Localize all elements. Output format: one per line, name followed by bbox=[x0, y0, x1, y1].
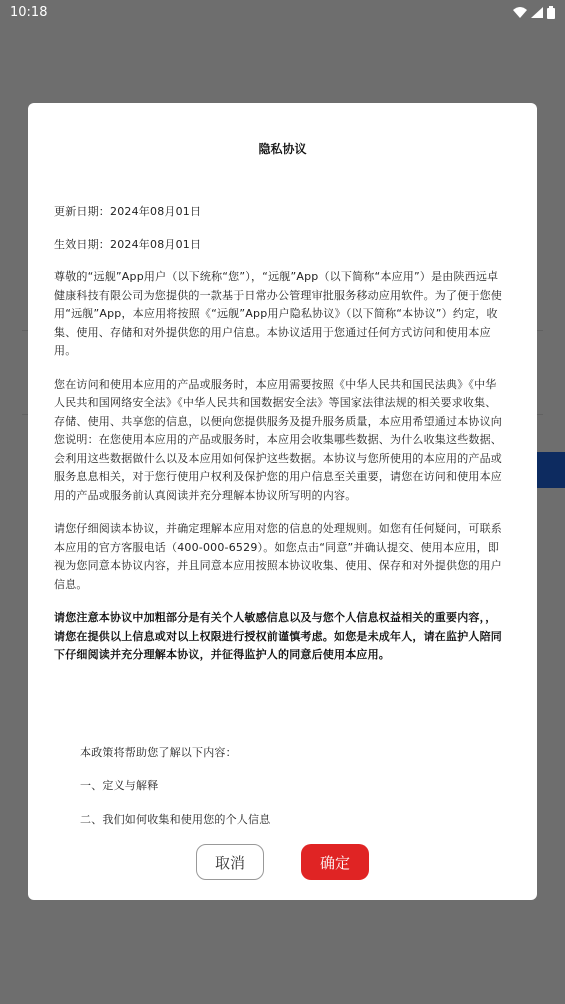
dialog-title: 隐私协议 bbox=[258, 142, 307, 156]
battery-icon bbox=[547, 6, 555, 19]
policy-paragraph: 尊敬的“远舰”App用户（以下统称“您”），“远舰”App（以下简称“本应用”）是由陕西远卓健康科技有限公司为您提供的一款基于日常办公管理审批服务移动应用软件。为了便于您使用“远舰”App，本应用将按照《“远舰”App用户隐私协议》（以下简称“本协议”）约定，收集、使用、存储和对外提供您的用户信息。本协议适用于您通过任何方式访问和使用本应用。 bbox=[54, 270, 502, 357]
wifi-icon bbox=[513, 7, 527, 18]
toc-item: 二、我们如何收集和使用您的个人信息 bbox=[80, 812, 271, 826]
effective-date: 生效日期：2024年08月01日 bbox=[54, 237, 202, 251]
status-bar bbox=[0, 0, 565, 24]
cancel-button[interactable]: 取消 bbox=[196, 844, 264, 880]
confirm-button[interactable]: 确定 bbox=[301, 844, 369, 880]
dialog-scroll-content[interactable] bbox=[54, 203, 502, 829]
privacy-dialog bbox=[28, 103, 537, 900]
status-time: 10:18 bbox=[10, 4, 48, 20]
policy-paragraph: 请您仔细阅读本协议，并确定理解本应用对您的信息的处理规则。如您有任何疑问，可联系本应用的官方客服电话（400-000-6529）。如您点击“同意”并确认提交、使用本应用，即视为您同意本协议内容，并且同意本应用按照本协议收集、使用、保存和对外提供您的用户信息。 bbox=[54, 522, 502, 591]
signal-icon bbox=[531, 7, 543, 18]
policy-paragraph: 您在访问和使用本应用的产品或服务时，本应用需要按照《中华人民共和国民法典》《中华人民共和国网络安全法》《中华人民共和国数据安全法》等国家法律法规的相关要求收集、存储、使用、共享您的信息，以便向您提供服务及提升服务质量，本应用希望通过本协议向您说明：在您使用本应用的产品或服务时，本应用会收集哪些数据、为什么收集这些数据、会利用这些数据做什么以及本应用如何保护这些数据。本协议与您所使用的本应用的产品或服务息息相关，对于您行使用户权利及保护您的用户信息至关重要，请您在访问和使用本应用的产品或服务前认真阅读并充分理解本协议所写明的内容。 bbox=[54, 377, 502, 502]
bold-notice-paragraph: 请您注意本协议中加粗部分是有关个人敏感信息以及与您个人信息权益相关的重要内容，，请您在提供以上信息或对以上权限进行授权前谨慎考虑。如您是未成年人，请在监护人陪同下仔细阅读并充分理解本协议，并征得监护人的同意后使用本应用。 bbox=[54, 611, 502, 661]
toc-item: 一、定义与解释 bbox=[80, 779, 159, 792]
update-date: 更新日期：2024年08月01日 bbox=[54, 205, 202, 218]
policy-intro: 本政策将帮助您了解以下内容： bbox=[80, 745, 237, 759]
